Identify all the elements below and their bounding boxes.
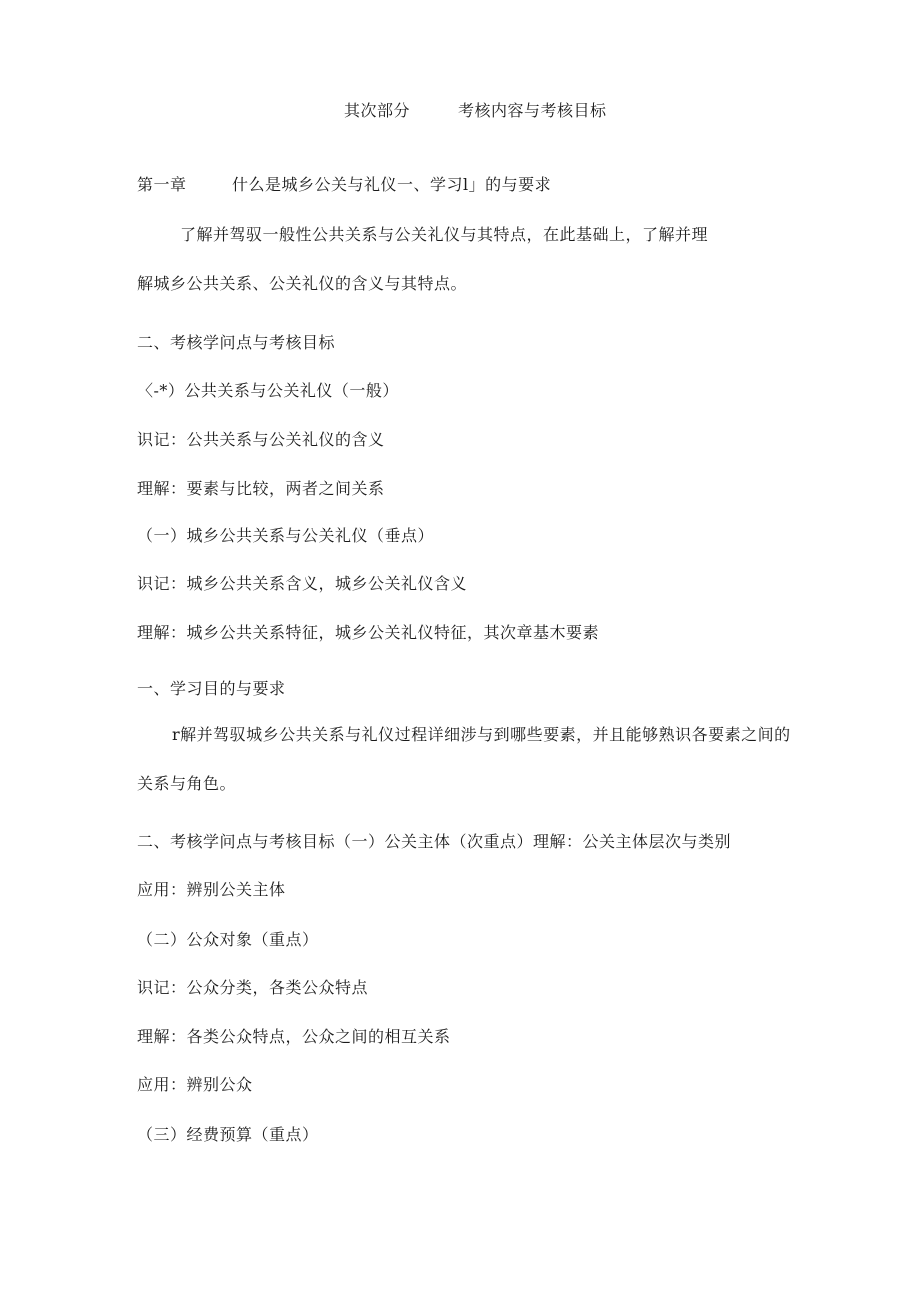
paragraph-line: r解并驾驭城乡公共关系与礼仪过程详细涉与到哪些要素，并且能够熟识各要素之间的 (172, 725, 791, 744)
subsection-heading: （一）城乡公共关系与公关礼仪（垂点） (137, 526, 435, 545)
list-item: 应用：辨别公众 (137, 1075, 253, 1094)
heading-title: 考核内容与考核目标 (458, 101, 607, 120)
list-item: 识记：公共关系与公关礼仪的含义 (137, 430, 385, 449)
paragraph-line: 关系与角色。 (137, 774, 237, 793)
list-item: 识记：公众分类，各类公众特点 (137, 978, 369, 997)
chapter-label: 第一章 (137, 175, 187, 194)
chapter-title: 什么是城乡公关与礼仪一、学习l」的与要求 (232, 175, 552, 194)
list-item: 识记：城乡公共关系含义，城乡公关礼仪含义 (137, 574, 468, 593)
list-item: 应用：辨别公关主体 (137, 880, 286, 899)
paragraph-line: 了解并驾驭一般性公共关系与公关礼仪与其特点，在此基础上，了解并理 (180, 225, 709, 244)
list-item: 理解：各类公众特点，公众之间的相互关系 (137, 1027, 451, 1046)
subsection-heading: （三）经费预算（重点） (137, 1125, 319, 1144)
heading-part: 其次部分 (344, 101, 411, 120)
paragraph-line: 解城乡公共关系、公关礼仪的含义与其特点。 (137, 274, 468, 293)
list-item: 理解：城乡公共关系特征，城乡公关礼仪特征，其次章基木要素 (137, 623, 600, 642)
section-heading: 一、学习目的与要求 (137, 679, 286, 698)
section-heading: 二、考核学问点与考核目标 (137, 333, 336, 352)
subsection-heading: 〈-*）公共关系与公关礼仪（一般） (137, 381, 399, 400)
subsection-heading: （二）公众对象（重点） (137, 930, 319, 949)
section-heading: 二、考核学问点与考核目标（一）公关主体（次重点）理解：公关主体层次与类别 (137, 832, 732, 851)
list-item: 理解：要素与比较，两者之间关系 (137, 479, 385, 498)
